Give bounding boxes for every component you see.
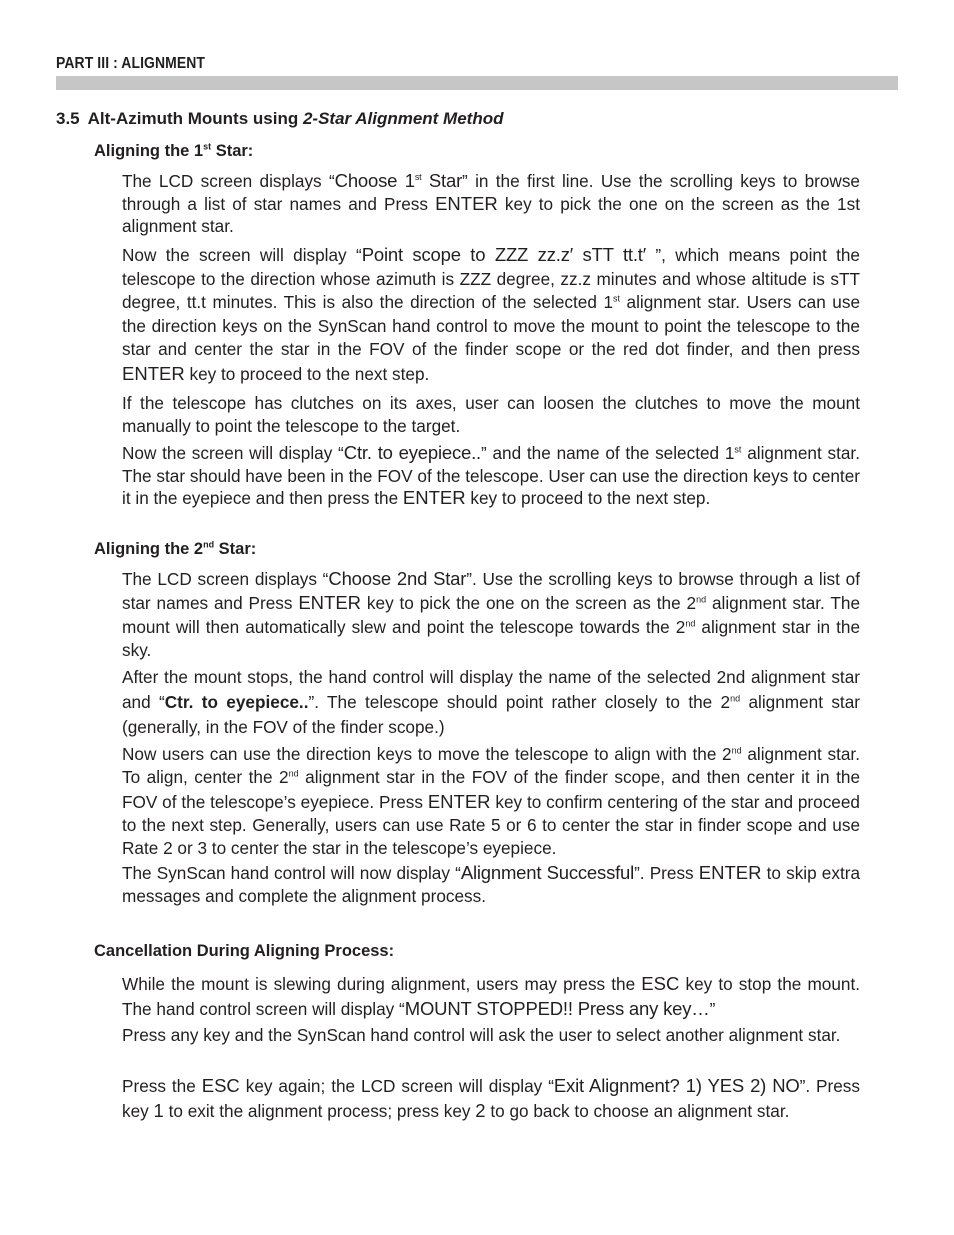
sup: nd: [696, 594, 707, 605]
text: ” in the first line. Use the scrolling keys to browse through a list of star names and Press: [122, 171, 860, 214]
text: alignment star. To align, center the 2: [122, 744, 860, 788]
text: After the mount stops, the hand control will display the name of the selected 2nd alignment star and “: [122, 667, 860, 712]
key-label: ENTER: [402, 487, 466, 509]
text: key to proceed to the next step.: [465, 488, 711, 509]
lcd-text: Exit Alignment? 1) YES 2) NO: [553, 1075, 800, 1096]
text: ” and the name of the selected 1: [480, 443, 735, 463]
text: key to pick the one on the screen as the 2: [361, 593, 697, 614]
section-title-italic: 2-Star Alignment Method: [302, 109, 504, 128]
sup: nd: [685, 617, 696, 628]
text: alignment star (generally, in the FOV of the finder scope.): [122, 692, 860, 737]
paragraph-first-star-3: If the telescope has clutches on its axes, user can loosen the clutches to move the mount manually to point the telescope to the target.: [122, 393, 860, 436]
lcd-text: Choose 2nd Star: [328, 568, 467, 589]
text: alignment star in the sky.: [122, 616, 861, 660]
text: to skip extra messages and complete the alignment process.: [122, 863, 861, 906]
heading-second-star: [94, 540, 256, 559]
lcd-text: Point scope to ZZZ zz.z′ sTT tt.t′: [361, 244, 647, 265]
lcd-text: Alignment Successful: [460, 862, 635, 883]
paragraph-second-star-4: [122, 862, 860, 907]
heading-first-star: [94, 142, 253, 161]
key-label: ESC: [201, 1075, 240, 1096]
text: key again; the LCD screen will display “: [239, 1076, 554, 1096]
heading-cancellation: Cancellation During Aligning Process:: [94, 942, 395, 960]
key-label: ESC: [641, 973, 680, 994]
paragraph-first-star-4: [122, 442, 860, 510]
key-label: 2: [475, 1099, 486, 1121]
heading-sup: st: [203, 141, 212, 152]
paragraph-cancellation-1: [122, 972, 860, 1021]
text: While the mount is slewing during alignment, users may press the: [122, 974, 642, 994]
heading-sup: nd: [203, 539, 215, 550]
section-title-text: Alt-Azimuth Mounts using: [87, 109, 299, 128]
paragraph-first-star-1: [122, 170, 860, 238]
part-header: PART III : ALIGNMENT: [56, 55, 206, 72]
heading-text-end: Star:: [211, 142, 254, 160]
text: ”, which means point the telescope to the direction whose azimuth is ZZZ degree, zz.z minutes and whose altitude is sTT degree, tt.t minutes. This is also the direction of the selected 1: [122, 245, 860, 312]
text: alignment star. The star should have been in the FOV of the telescope. User can use the direction keys to center it in the eyepiece and then press the: [122, 443, 860, 509]
key-label: ENTER: [427, 790, 491, 812]
text: key to stop the mount. The hand control screen will display “: [122, 974, 860, 1019]
text: alignment star. Users can use the direction keys on the SynScan hand control to move the mount to point the telescope to the star and center the star in the FOV of the finder scope or the red dot finder, and then press: [122, 292, 860, 359]
text: The LCD screen displays “: [122, 569, 329, 589]
paragraph-first-star-2: [122, 243, 860, 386]
lcd-text: Ctr. to eyepiece..: [343, 442, 481, 463]
text: key to confirm centering of the star and proceed to the next step. Generally, users can use Rate 5 or 6 to center the star in finder scope and use Rate 2 or 3 to center the star in the telescope’s eyepiece.: [122, 791, 860, 859]
sup: nd: [288, 768, 299, 779]
section-number: 3.5: [56, 109, 80, 128]
key-label: ENTER: [122, 362, 185, 384]
text: ”. The telescope should point rather closely to the 2: [308, 692, 731, 712]
text: ”. Press key: [122, 1076, 860, 1121]
lcd-sup: st: [414, 171, 422, 182]
text: to exit the alignment process; press key: [163, 1100, 476, 1121]
paragraph-cancellation-3: [122, 1074, 860, 1124]
paragraph-cancellation-2: Press any key and the SynScan hand control will ask the user to select another alignment star.: [122, 1025, 841, 1045]
text: ”: [709, 998, 716, 1019]
key-label: ENTER: [298, 592, 362, 614]
key-label: ENTER: [435, 192, 498, 214]
sup: st: [734, 444, 742, 455]
heading-text-end: Star:: [214, 540, 257, 558]
text: Now the screen will display “: [122, 443, 344, 463]
text: ”. Press: [634, 863, 699, 883]
lcd-part: Choose 1: [334, 170, 415, 191]
text: Now the screen will display “: [122, 245, 362, 265]
paragraph-second-star-3: [122, 743, 860, 860]
text: key to proceed to the next step.: [184, 363, 430, 384]
paragraph-second-star-2: [122, 665, 860, 740]
bold-text: Ctr. to eyepiece..: [164, 692, 309, 712]
section-title: [56, 109, 504, 129]
text: alignment star. The mount will then automatically slew and point the telescope towards the 2: [122, 593, 861, 637]
key-label: 1: [153, 1099, 164, 1121]
heading-text: Aligning the 1: [94, 142, 204, 160]
lcd-text: MOUNT STOPPED!! Press any key…: [404, 997, 710, 1019]
text: key to pick the one on the screen as the 1st alignment star.: [122, 193, 860, 237]
lcd-part: Star: [421, 170, 463, 191]
sup: st: [613, 293, 621, 304]
key-label: ENTER: [698, 862, 762, 883]
paragraph-second-star-1: [122, 567, 860, 662]
text: Press the: [122, 1076, 202, 1096]
text: The LCD screen displays “: [122, 171, 335, 191]
text: ”. Use the scrolling keys to browse through a list of star names and Press: [122, 569, 860, 614]
header-rule: [56, 76, 898, 90]
text: alignment star in the FOV of the finder scope, and then center it in the FOV of the telescope’s eyepiece. Press: [122, 767, 860, 812]
text: to go back to choose an alignment star.: [485, 1100, 790, 1121]
heading-text: Aligning the 2: [94, 540, 204, 558]
sup: nd: [730, 693, 741, 704]
lcd-text: [335, 170, 462, 191]
sup: nd: [731, 745, 742, 756]
text: The SynScan hand control will now display “: [122, 863, 461, 883]
text: Now users can use the direction keys to move the telescope to align with the 2: [122, 744, 732, 764]
